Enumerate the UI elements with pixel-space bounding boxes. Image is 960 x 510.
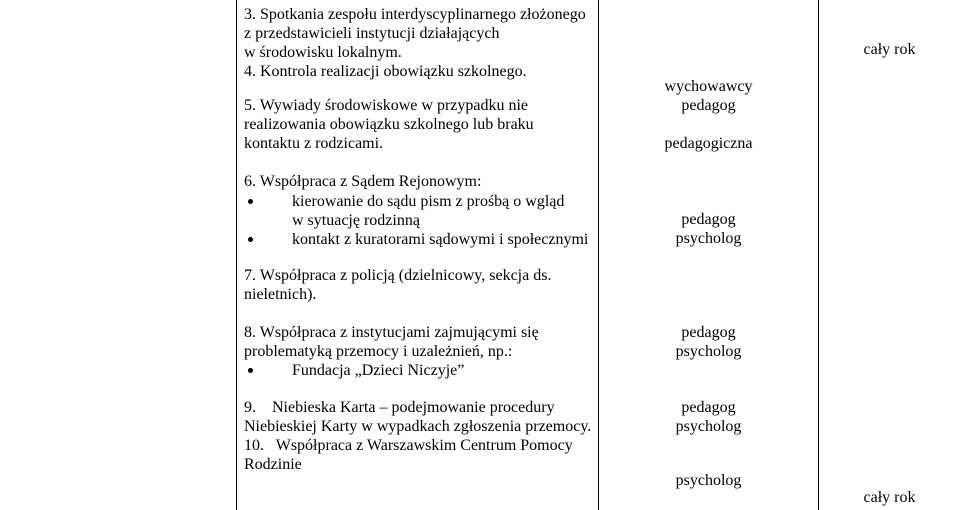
responsible-4-line-1: pedagog	[681, 399, 736, 416]
bullet-icon	[248, 368, 253, 373]
item-8-bullet: Fundacja „Dzieci Niczyje”	[292, 362, 465, 379]
item-7-line-2: nieletnich).	[244, 286, 317, 303]
timing-bottom: cały rok	[863, 489, 916, 506]
table-border-col3	[818, 0, 819, 510]
item-9-line-1: 9. Niebieska Karta – podejmowanie procedury	[244, 399, 555, 416]
item-6-title: 6. Współpraca z Sądem Rejonowym:	[244, 173, 482, 190]
responsible-3-line-1: pedagog	[681, 324, 736, 341]
item-6-bullet-2: kontakt z kuratorami sądowymi i społecznymi	[292, 231, 589, 248]
timing-top: cały rok	[863, 41, 916, 58]
item-3-line-3: w środowisku lokalnym.	[244, 44, 402, 61]
item-10-line-1: 10. Współpraca z Warszawskim Centrum Pomocy	[244, 437, 573, 454]
item-4: 4. Kontrola realizacji obowiązku szkolnego.	[244, 63, 527, 80]
responsible-2-line-1: pedagog	[681, 211, 736, 228]
item-3-line-1: 3. Spotkania zespołu interdyscyplinarnego złożonego	[244, 6, 586, 23]
item-6-bullet-1-line-1: kierowanie do sądu pism z prośbą o wgląd	[292, 193, 565, 210]
item-3-line-2: z przedstawicieli instytucji działających	[244, 25, 500, 42]
item-7-line-1: 7. Współpraca z policją (dzielnicowy, sekcja ds.	[244, 267, 552, 284]
item-6-bullet-1-line-2: w sytuację rodzinną	[292, 212, 420, 229]
item-5-line-3: kontaktu z rodzicami.	[244, 135, 384, 152]
responsible-2-line-2: psycholog	[675, 230, 742, 247]
responsible-1-line-2: pedagog	[681, 97, 736, 114]
responsible-5: psycholog	[675, 472, 742, 489]
item-8-line-1: 8. Współpraca z instytucjami zajmującymi się	[244, 324, 539, 341]
item-10-line-2: Rodzinie	[244, 456, 302, 473]
item-9-line-2: Niebieskiej Karty w wypadkach zgłoszenia przemocy.	[244, 418, 592, 435]
bullet-icon	[248, 237, 253, 242]
table-border-left	[236, 0, 237, 510]
item-8-line-2: problematyką przemocy i uzależnień, np.:	[244, 343, 513, 360]
item-5-line-2: realizowania obowiązku szkolnego lub braku	[244, 116, 534, 133]
item-5-line-1: 5. Wywiady środowiskowe w przypadku nie	[244, 97, 529, 114]
responsible-4-line-2: psycholog	[675, 418, 742, 435]
bullet-icon	[248, 199, 253, 204]
responsible-1-line-3: pedagogiczna	[664, 135, 753, 152]
responsible-1-line-1: wychowawcy	[664, 78, 753, 95]
responsible-3-line-2: psycholog	[675, 343, 742, 360]
